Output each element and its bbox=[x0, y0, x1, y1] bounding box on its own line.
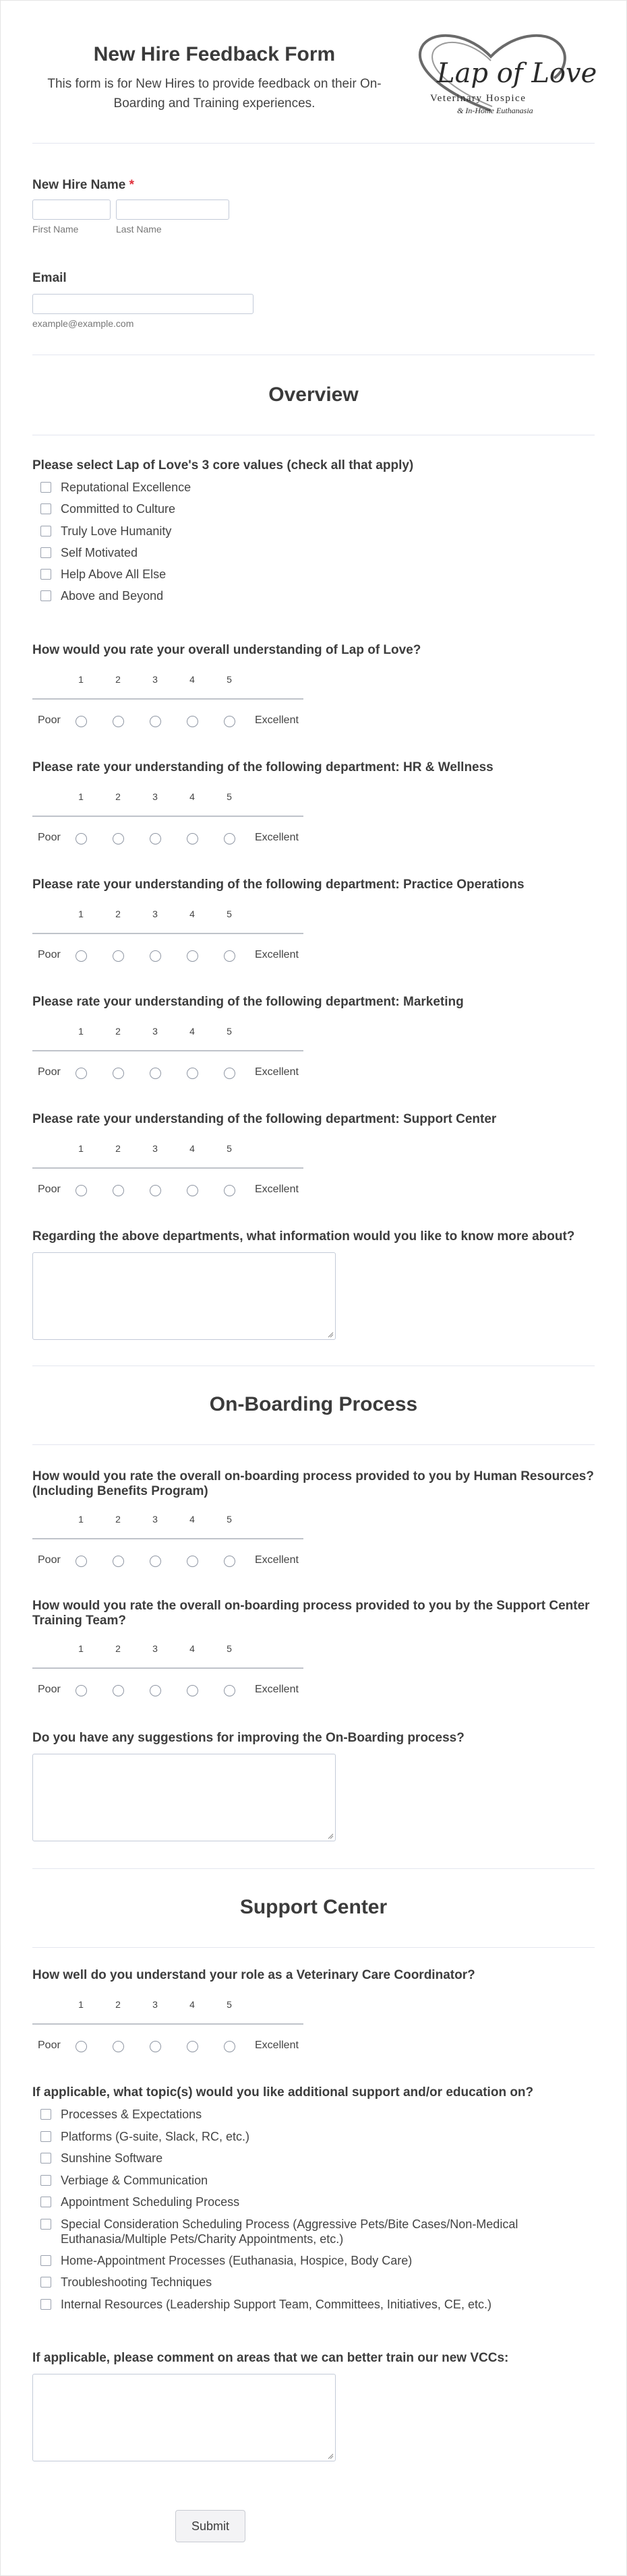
scale-number: 4 bbox=[189, 1643, 195, 1654]
scale-divider bbox=[32, 933, 303, 934]
rating-radio[interactable] bbox=[76, 716, 87, 727]
email-label: Email bbox=[32, 271, 67, 285]
rating-scale-marketing bbox=[32, 1026, 303, 1086]
scale-number: 3 bbox=[152, 1643, 158, 1654]
rating-question-onboarding-sc: How would you rate the overall on-boarding process provided to you by the Support Center Training Team? bbox=[32, 1599, 590, 1628]
core-value-option[interactable] bbox=[40, 545, 138, 560]
scale-number: 5 bbox=[227, 1643, 232, 1654]
scale-low-label: Poor bbox=[38, 2040, 61, 2051]
scale-high-label: Excellent bbox=[255, 832, 299, 843]
rating-radio[interactable] bbox=[113, 1185, 124, 1196]
rating-radio[interactable] bbox=[187, 1556, 198, 1567]
rating-scale-vcc-role bbox=[32, 1999, 303, 2060]
scale-low-label: Poor bbox=[38, 1184, 61, 1195]
scale-low-label: Poor bbox=[38, 1066, 61, 1078]
email-input[interactable] bbox=[32, 294, 253, 314]
rating-radio[interactable] bbox=[113, 2041, 124, 2052]
topic-option[interactable] bbox=[40, 2151, 162, 2166]
core-values-label: Please select Lap of Love's 3 core values (check all that apply) bbox=[32, 458, 414, 472]
rating-question-vcc-role: How well do you understand your role as a Veterinary Care Coordinator? bbox=[32, 1968, 475, 1982]
resize-grip-icon[interactable] bbox=[327, 1331, 334, 1338]
resize-grip-icon[interactable] bbox=[327, 1833, 334, 1839]
option-label: Committed to Culture bbox=[61, 502, 176, 516]
rating-radio[interactable] bbox=[224, 833, 235, 845]
checkbox[interactable] bbox=[40, 590, 51, 601]
rating-question-onboarding-hr: How would you rate the overall on-boarding process provided to you by Human Resources? (Including Benefits Program) bbox=[32, 1469, 594, 1498]
scale-number: 1 bbox=[78, 1026, 84, 1037]
onboarding-suggestions-textarea[interactable] bbox=[32, 1754, 336, 1841]
scale-high-label: Excellent bbox=[255, 714, 299, 726]
topics-label: If applicable, what topic(s) would you like additional support and/or education on? bbox=[32, 2085, 534, 2099]
rating-radio[interactable] bbox=[187, 1068, 198, 1079]
topic-option[interactable] bbox=[40, 2195, 239, 2209]
lap-of-love-logo bbox=[410, 30, 599, 124]
rating-radio[interactable] bbox=[76, 833, 87, 845]
topic-option[interactable] bbox=[40, 2253, 412, 2268]
option-label: Troubleshooting Techniques bbox=[61, 2275, 212, 2289]
rating-radio[interactable] bbox=[224, 2041, 235, 2052]
checkbox[interactable] bbox=[40, 526, 51, 536]
first-name-input[interactable] bbox=[32, 200, 111, 220]
rating-question-overall: How would you rate your overall understanding of Lap of Love? bbox=[32, 643, 421, 657]
checkbox[interactable] bbox=[40, 2109, 51, 2120]
first-name-sublabel: First Name bbox=[32, 224, 79, 235]
core-value-option[interactable] bbox=[40, 588, 163, 603]
rating-radio[interactable] bbox=[150, 716, 161, 727]
name-label-text: New Hire Name bbox=[32, 178, 126, 192]
rating-radio[interactable] bbox=[76, 950, 87, 962]
logo-script-text: Lap of Love bbox=[437, 58, 597, 89]
last-name-input[interactable] bbox=[116, 200, 229, 220]
rating-radio[interactable] bbox=[224, 950, 235, 962]
scale-low-label: Poor bbox=[38, 832, 61, 843]
scale-number: 1 bbox=[78, 1999, 84, 2010]
checkbox[interactable] bbox=[40, 2153, 51, 2164]
email-sublabel: example@example.com bbox=[32, 318, 134, 329]
scale-number: 4 bbox=[189, 1514, 195, 1525]
scale-number: 3 bbox=[152, 909, 158, 919]
rating-scale-hr bbox=[32, 791, 303, 852]
scale-divider bbox=[32, 698, 303, 700]
scale-number: 3 bbox=[152, 791, 158, 802]
scale-number: 4 bbox=[189, 1143, 195, 1154]
rating-radio[interactable] bbox=[224, 716, 235, 727]
logo-line1: Veterinary Hospice bbox=[430, 93, 527, 104]
checkbox[interactable] bbox=[40, 503, 51, 514]
topic-option[interactable] bbox=[40, 2275, 212, 2290]
core-value-option[interactable] bbox=[40, 480, 191, 495]
rating-radio[interactable] bbox=[76, 1185, 87, 1196]
departments-more-label: Regarding the above departments, what information would you like to know more about? bbox=[32, 1229, 575, 1244]
scale-number: 4 bbox=[189, 1026, 195, 1037]
option-label: Special Consideration Scheduling Process (Aggressive Pets/Bite Cases/Non-Medical Euthanasia/Multiple Pets/Charity Appointments, etc.) bbox=[61, 2217, 518, 2246]
scale-number: 2 bbox=[115, 1999, 121, 2010]
checkbox[interactable] bbox=[40, 569, 51, 580]
scale-divider bbox=[32, 1667, 303, 1669]
scale-high-label: Excellent bbox=[255, 949, 299, 960]
scale-low-label: Poor bbox=[38, 714, 61, 726]
scale-number: 5 bbox=[227, 674, 232, 685]
resize-grip-icon[interactable] bbox=[327, 2453, 334, 2459]
rating-radio[interactable] bbox=[187, 1185, 198, 1196]
scale-number: 5 bbox=[227, 1026, 232, 1037]
scale-divider bbox=[32, 816, 303, 817]
scale-number: 2 bbox=[115, 791, 121, 802]
rating-radio[interactable] bbox=[187, 716, 198, 727]
rating-radio[interactable] bbox=[187, 2041, 198, 2052]
last-name-sublabel: Last Name bbox=[116, 224, 162, 235]
scale-number: 5 bbox=[227, 909, 232, 919]
topic-option[interactable] bbox=[40, 2297, 491, 2312]
rating-radio[interactable] bbox=[150, 1185, 161, 1196]
scale-number: 5 bbox=[227, 1514, 232, 1525]
scale-number: 3 bbox=[152, 1514, 158, 1525]
form-header bbox=[32, 0, 595, 144]
checkbox[interactable] bbox=[40, 2131, 51, 2142]
topic-option[interactable] bbox=[40, 2173, 208, 2188]
scale-high-label: Excellent bbox=[255, 1184, 299, 1195]
scale-low-label: Poor bbox=[38, 949, 61, 960]
rating-radio[interactable] bbox=[76, 1685, 87, 1696]
section-overview: Overview bbox=[32, 355, 595, 435]
checkbox[interactable] bbox=[40, 482, 51, 493]
submit-button[interactable]: Submit bbox=[175, 2510, 245, 2542]
rating-scale-overall bbox=[32, 674, 303, 735]
scale-number: 3 bbox=[152, 1143, 158, 1154]
scale-number: 2 bbox=[115, 1143, 121, 1154]
rating-radio[interactable] bbox=[76, 2041, 87, 2052]
scale-number: 5 bbox=[227, 1143, 232, 1154]
rating-radio[interactable] bbox=[150, 1556, 161, 1567]
scale-number: 4 bbox=[189, 674, 195, 685]
scale-high-label: Excellent bbox=[255, 1066, 299, 1078]
rating-scale-support-center bbox=[32, 1143, 303, 1204]
scale-divider bbox=[32, 2023, 303, 2025]
rating-radio[interactable] bbox=[150, 1068, 161, 1079]
rating-question-marketing: Please rate your understanding of the following department: Marketing bbox=[32, 995, 464, 1009]
rating-question-hr: Please rate your understanding of the following department: HR & Wellness bbox=[32, 760, 494, 774]
rating-radio[interactable] bbox=[187, 833, 198, 845]
scale-number: 5 bbox=[227, 791, 232, 802]
scale-number: 2 bbox=[115, 1026, 121, 1037]
rating-radio[interactable] bbox=[113, 833, 124, 845]
rating-radio[interactable] bbox=[224, 1068, 235, 1079]
scale-number: 3 bbox=[152, 1026, 158, 1037]
rating-radio[interactable] bbox=[150, 950, 161, 962]
rating-radio[interactable] bbox=[113, 1068, 124, 1079]
section-onboarding: On-Boarding Process bbox=[32, 1366, 595, 1445]
scale-number: 1 bbox=[78, 791, 84, 802]
rating-radio[interactable] bbox=[113, 950, 124, 962]
rating-radio[interactable] bbox=[150, 1685, 161, 1696]
option-label: Truly Love Humanity bbox=[61, 524, 172, 538]
option-label: Reputational Excellence bbox=[61, 481, 191, 494]
option-label: Processes & Expectations bbox=[61, 2108, 202, 2121]
scale-high-label: Excellent bbox=[255, 1554, 299, 1566]
form-title: New Hire Feedback Form bbox=[93, 43, 336, 65]
topic-option[interactable] bbox=[40, 2107, 202, 2122]
scale-high-label: Excellent bbox=[255, 1684, 299, 1695]
scale-divider bbox=[32, 1538, 303, 1539]
option-label: Above and Beyond bbox=[61, 589, 164, 603]
train-vccs-textarea[interactable] bbox=[32, 2374, 336, 2461]
section-support-center: Support Center bbox=[32, 1868, 595, 1948]
option-label: Internal Resources (Leadership Support Team, Committees, Initiatives, CE, etc.) bbox=[61, 2298, 491, 2311]
checkbox[interactable] bbox=[40, 547, 51, 558]
checkbox[interactable] bbox=[40, 2197, 51, 2207]
rating-radio[interactable] bbox=[150, 833, 161, 845]
option-label: Sunshine Software bbox=[61, 2151, 163, 2165]
rating-radio[interactable] bbox=[224, 1685, 235, 1696]
scale-number: 2 bbox=[115, 1514, 121, 1525]
option-label: Home-Appointment Processes (Euthanasia, Hospice, Body Care) bbox=[61, 2254, 413, 2267]
scale-number: 4 bbox=[189, 909, 195, 919]
rating-radio[interactable] bbox=[187, 1685, 198, 1696]
rating-radio[interactable] bbox=[150, 2041, 161, 2052]
scale-number: 2 bbox=[115, 674, 121, 685]
scale-number: 1 bbox=[78, 1143, 84, 1154]
name-label bbox=[32, 178, 134, 193]
scale-number: 4 bbox=[189, 1999, 195, 2010]
scale-high-label: Excellent bbox=[255, 2040, 299, 2051]
scale-number: 3 bbox=[152, 674, 158, 685]
core-value-option[interactable] bbox=[40, 524, 171, 539]
scale-low-label: Poor bbox=[38, 1684, 61, 1695]
core-value-option[interactable] bbox=[40, 501, 175, 516]
scale-number: 1 bbox=[78, 674, 84, 685]
checkbox[interactable] bbox=[40, 2299, 51, 2310]
scale-number: 2 bbox=[115, 1643, 121, 1654]
rating-scale-practice bbox=[32, 909, 303, 969]
onboarding-suggestions-label: Do you have any suggestions for improving the On-Boarding process? bbox=[32, 1731, 465, 1745]
rating-radio[interactable] bbox=[76, 1068, 87, 1079]
checkbox[interactable] bbox=[40, 2175, 51, 2186]
scale-number: 5 bbox=[227, 1999, 232, 2010]
rating-radio[interactable] bbox=[224, 1556, 235, 1567]
rating-radio[interactable] bbox=[187, 950, 198, 962]
option-label: Help Above All Else bbox=[61, 568, 167, 581]
scale-number: 1 bbox=[78, 1514, 84, 1525]
topic-option[interactable] bbox=[40, 2217, 573, 2246]
scale-number: 1 bbox=[78, 1643, 84, 1654]
departments-more-textarea[interactable] bbox=[32, 1252, 336, 1340]
rating-scale-onboarding-sc bbox=[32, 1643, 303, 1704]
checkbox[interactable] bbox=[40, 2219, 51, 2230]
rating-radio[interactable] bbox=[113, 1556, 124, 1567]
required-mark: * bbox=[129, 178, 135, 192]
rating-radio[interactable] bbox=[76, 1556, 87, 1567]
scale-number: 2 bbox=[115, 909, 121, 919]
rating-radio[interactable] bbox=[113, 1685, 124, 1696]
option-label: Verbiage & Communication bbox=[61, 2174, 208, 2187]
rating-question-support-center: Please rate your understanding of the following department: Support Center bbox=[32, 1112, 497, 1126]
scale-divider bbox=[32, 1050, 303, 1051]
train-vccs-label: If applicable, please comment on areas that we can better train our new VCCs: bbox=[32, 2351, 509, 2365]
scale-number: 1 bbox=[78, 909, 84, 919]
option-label: Self Motivated bbox=[61, 546, 138, 559]
topic-option[interactable] bbox=[40, 2129, 249, 2144]
checkbox[interactable] bbox=[40, 2277, 51, 2288]
option-label: Platforms (G-suite, Slack, RC, etc.) bbox=[61, 2130, 250, 2143]
form-container bbox=[32, 0, 597, 2533]
rating-question-practice: Please rate your understanding of the following department: Practice Operations bbox=[32, 878, 525, 892]
checkbox[interactable] bbox=[40, 2255, 51, 2266]
form-subtitle: This form is for New Hires to provide feedback on their On-Boarding and Training experiences. bbox=[47, 77, 382, 111]
rating-scale-onboarding-hr bbox=[32, 1514, 303, 1574]
scale-number: 3 bbox=[152, 1999, 158, 2010]
scale-low-label: Poor bbox=[38, 1554, 61, 1566]
logo-line2: & In-Home Euthanasia bbox=[457, 106, 533, 115]
core-value-option[interactable] bbox=[40, 567, 166, 582]
rating-radio[interactable] bbox=[224, 1185, 235, 1196]
rating-radio[interactable] bbox=[113, 716, 124, 727]
scale-number: 4 bbox=[189, 791, 195, 802]
option-label: Appointment Scheduling Process bbox=[61, 2195, 240, 2209]
scale-divider bbox=[32, 1167, 303, 1169]
